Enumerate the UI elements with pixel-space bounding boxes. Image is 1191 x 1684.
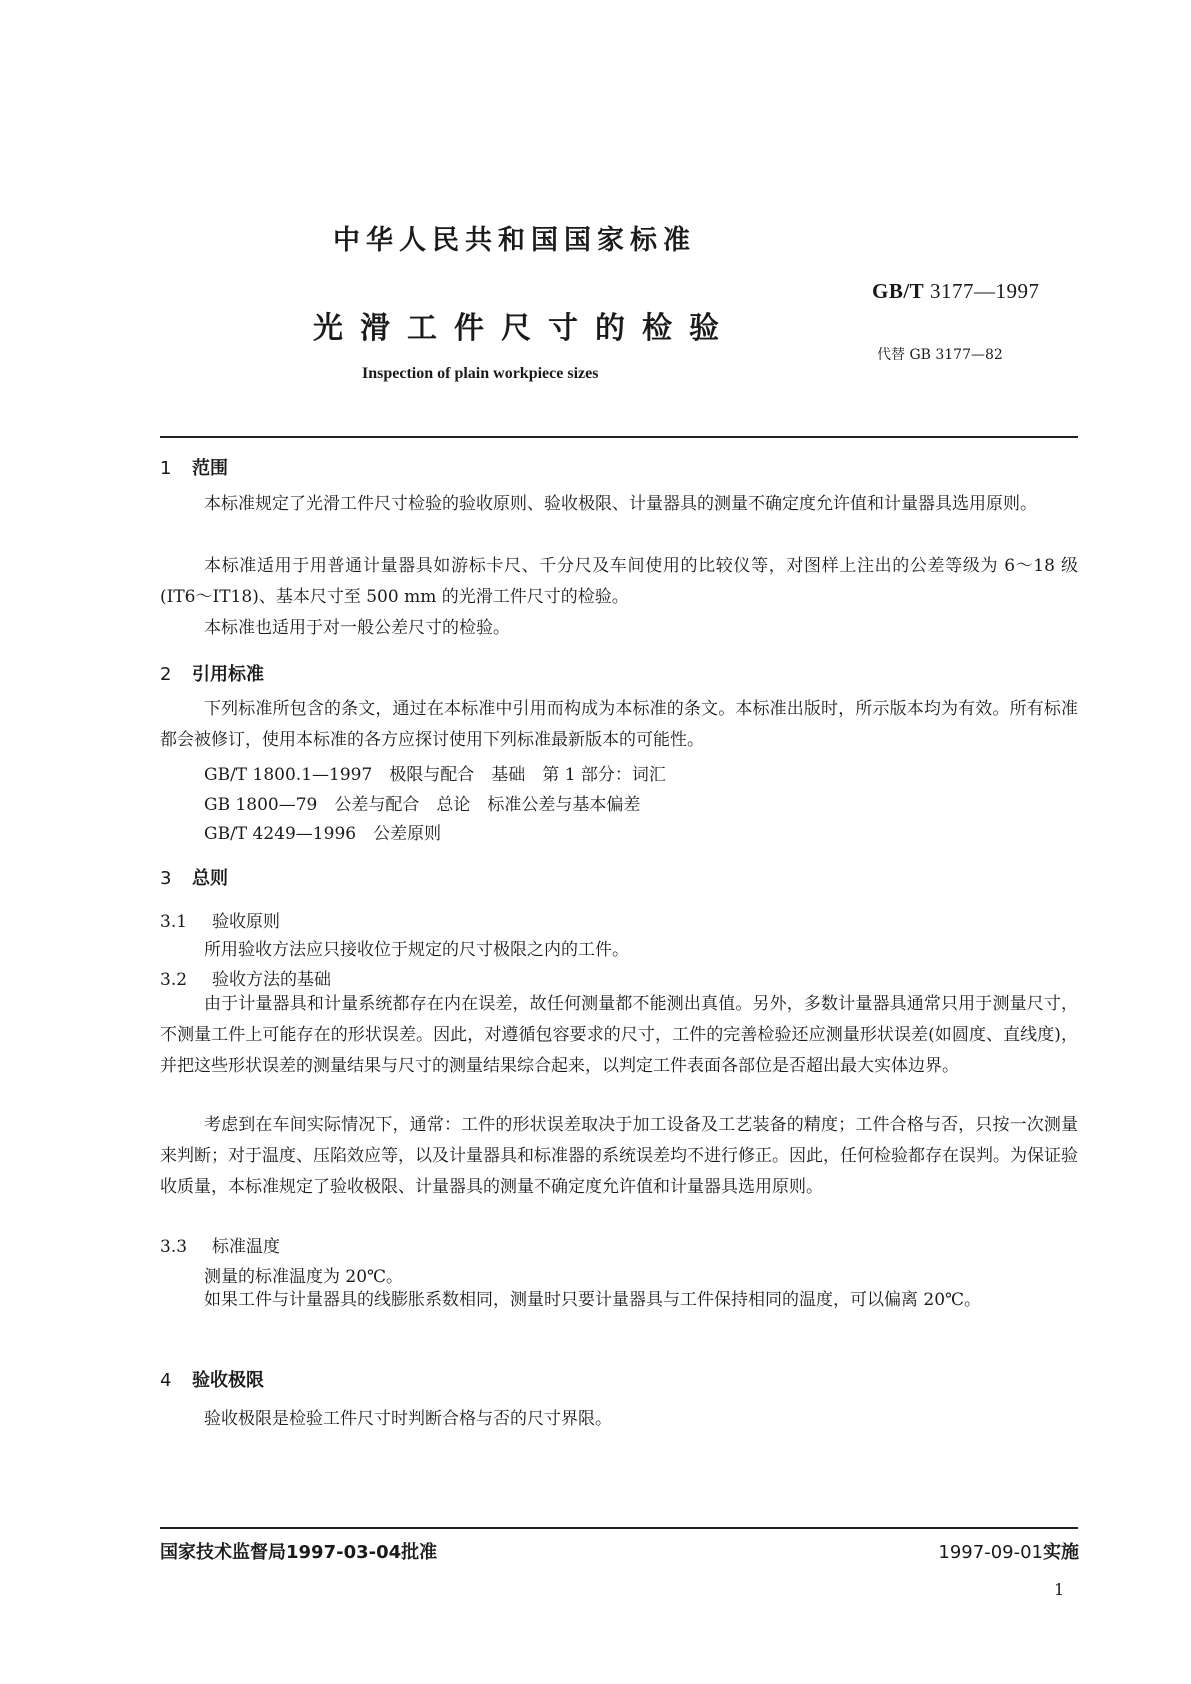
header-divider	[160, 436, 1078, 438]
section-1-para-3: 本标准也适用于对一般公差尺寸的检验。	[204, 618, 510, 638]
subsection-3-3-heading: 3.3 标准温度	[160, 1237, 280, 1257]
subsection-3-2-heading: 3.2 验收方法的基础	[160, 970, 331, 990]
page-number: 1	[1054, 1580, 1065, 1599]
reference-item: GB/T 1800.1—1997 极限与配合 基础 第 1 部分：词汇	[204, 765, 666, 785]
section-4-heading: 4 验收极限	[160, 1370, 264, 1391]
section-1-heading: 1 范围	[160, 458, 228, 479]
footer-divider	[160, 1527, 1078, 1529]
document-title-cn: 光滑工件尺寸的检验	[313, 311, 736, 346]
effective-info: 1997-09-01实施	[938, 1542, 1079, 1563]
subsection-3-3-para-1: 测量的标准温度为 20℃。	[204, 1267, 404, 1287]
section-1-para-1: 本标准规定了光滑工件尺寸检验的验收原则、验收极限、计量器具的测量不确定度允许值和计量器具选用原则。	[204, 494, 1037, 514]
standard-number: GB/T 3177—1997	[872, 279, 1040, 303]
subsection-3-2-para-2: 考虑到在车间实际情况下，通常：工件的形状误差取决于加工设备及工艺装备的精度；工件合格与否，只按一次测量来判断；对于温度、压陷效应等，以及计量器具和标准器的系统误差均不进行修正。因此，任何检验都存在误判。为保证验收质量，本标准规定了验收极限、计量器具的测量不确定度允许值和计量器具选用原则。	[160, 1115, 1078, 1197]
reference-item: GB 1800—79 公差与配合 总论 标准公差与基本偏差	[204, 795, 641, 815]
section-3-heading: 3 总则	[160, 868, 228, 889]
subsection-3-1-heading: 3.1 验收原则	[160, 912, 280, 932]
section-2-para-1: 下列标准所包含的条文，通过在本标准中引用而构成为本标准的条文。本标准出版时，所示版本均为有效。所有标准都会被修订，使用本标准的各方应探讨使用下列标准最新版本的可能性。	[160, 699, 1078, 750]
document-title-en: Inspection of plain workpiece sizes	[362, 365, 599, 382]
section-4-para-1: 验收极限是检验工件尺寸时判断合格与否的尺寸界限。	[204, 1409, 612, 1429]
reference-item: GB/T 4249—1996 公差原则	[204, 824, 442, 844]
standard-org-heading: 中华人民共和国国家标准	[333, 225, 696, 256]
section-2-heading: 2 引用标准	[160, 664, 264, 685]
subsection-3-1-para: 所用验收方法应只接收位于规定的尺寸极限之内的工件。	[204, 940, 629, 960]
approval-info: 国家技术监督局1997-03-04批准	[160, 1542, 438, 1563]
subsection-3-3-para-2: 如果工件与计量器具的线膨胀系数相同，测量时只要计量器具与工件保持相同的温度，可以偏离 20℃。	[204, 1290, 982, 1310]
replaces-note: 代替 GB 3177—82	[877, 347, 1003, 363]
subsection-3-2-para-1: 由于计量器具和计量系统都存在内在误差，故任何测量都不能测出真值。另外，多数计量器具通常只用于测量尺寸，不测量工件上可能存在的形状误差。因此，对遵循包容要求的尺寸，工件的完善检验还应测量形状误差(如圆度、直线度)，并把这些形状误差的测量结果与尺寸的测量结果综合起来，以判定工件表面各部位是否超出最大实体边界。	[160, 994, 1078, 1076]
section-1-para-2: 本标准适用于用普通计量器具如游标卡尺、千分尺及车间使用的比较仪等，对图样上注出的公差等级为 6～18 级(IT6～IT18)、基本尺寸至 500 mm 的光滑工件尺寸的检验。	[160, 556, 1078, 607]
